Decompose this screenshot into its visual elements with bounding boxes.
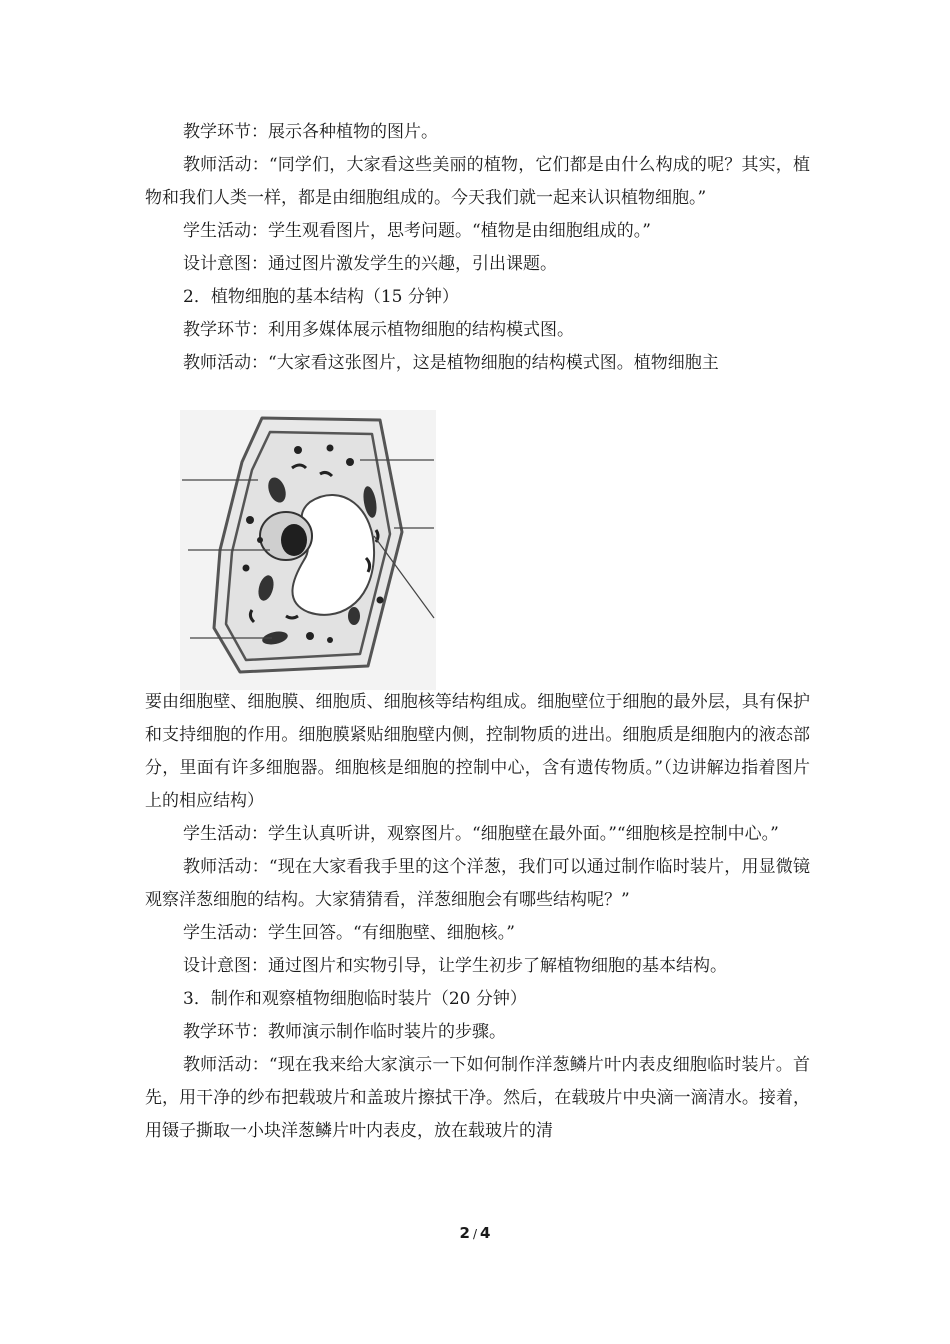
page-total: 4 bbox=[480, 1224, 491, 1242]
paragraph: 设计意图：通过图片激发学生的兴趣，引出课题。 bbox=[183, 254, 557, 274]
page-current: 2 bbox=[459, 1224, 470, 1242]
section-heading: 3．制作和观察植物细胞临时装片（20 分钟） bbox=[183, 989, 527, 1009]
paragraph: 教学环节：展示各种植物的图片。 bbox=[183, 122, 438, 142]
paragraph: 教师活动：“同学们，大家看这些美丽的植物，它们都是由什么构成的呢？其实，植物和我们人类一样，都是由细胞组成的。今天我们就一起来认识植物细胞。” bbox=[145, 155, 810, 208]
paragraph: 要由细胞壁、细胞膜、细胞质、细胞核等结构组成。细胞壁位于细胞的最外层，具有保护和支持细胞的作用。细胞膜紧贴细胞壁内侧，控制物质的进出。细胞质是细胞内的液态部分，里面有许多细胞器。细胞核是细胞的控制中心，含有遗传物质。”（边讲解边指着图片上的相应结构） bbox=[145, 692, 810, 811]
text-block-top bbox=[145, 116, 810, 380]
paragraph: 教师活动：“现在大家看我手里的这个洋葱，我们可以通过制作临时装片，用显微镜观察洋葱细胞的结构。大家猜猜看，洋葱细胞会有哪些结构呢？” bbox=[145, 857, 810, 910]
paragraph: 学生活动：学生观看图片，思考问题。“植物是由细胞组成的。” bbox=[183, 221, 651, 241]
plant-cell-diagram bbox=[180, 410, 436, 690]
section-heading: 2．植物细胞的基本结构（15 分钟） bbox=[183, 287, 459, 307]
page-separator: / bbox=[472, 1227, 478, 1241]
paragraph: 教学环节：教师演示制作临时装片的步骤。 bbox=[183, 1022, 506, 1042]
text-block-bottom bbox=[145, 686, 810, 1148]
paragraph: 教师活动：“大家看这张图片，这是植物细胞的结构模式图。植物细胞主 bbox=[183, 353, 719, 373]
paragraph: 学生活动：学生认真听讲，观察图片。“细胞壁在最外面。”“细胞核是控制中心。” bbox=[183, 824, 779, 844]
paragraph: 教学环节：利用多媒体展示植物细胞的结构模式图。 bbox=[183, 320, 574, 340]
paragraph: 学生活动：学生回答。“有细胞壁、细胞核。” bbox=[183, 923, 515, 943]
page-number bbox=[0, 1224, 950, 1242]
paragraph: 教师活动：“现在我来给大家演示一下如何制作洋葱鳞片叶内表皮细胞临时装片。首先，用干净的纱布把载玻片和盖玻片擦拭干净。然后，在载玻片中央滴一滴清水。接着，用镊子撕取一小块洋葱鳞片叶内表皮，放在载玻片的清 bbox=[145, 1055, 810, 1141]
paragraph: 设计意图：通过图片和实物引导，让学生初步了解植物细胞的基本结构。 bbox=[183, 956, 727, 976]
